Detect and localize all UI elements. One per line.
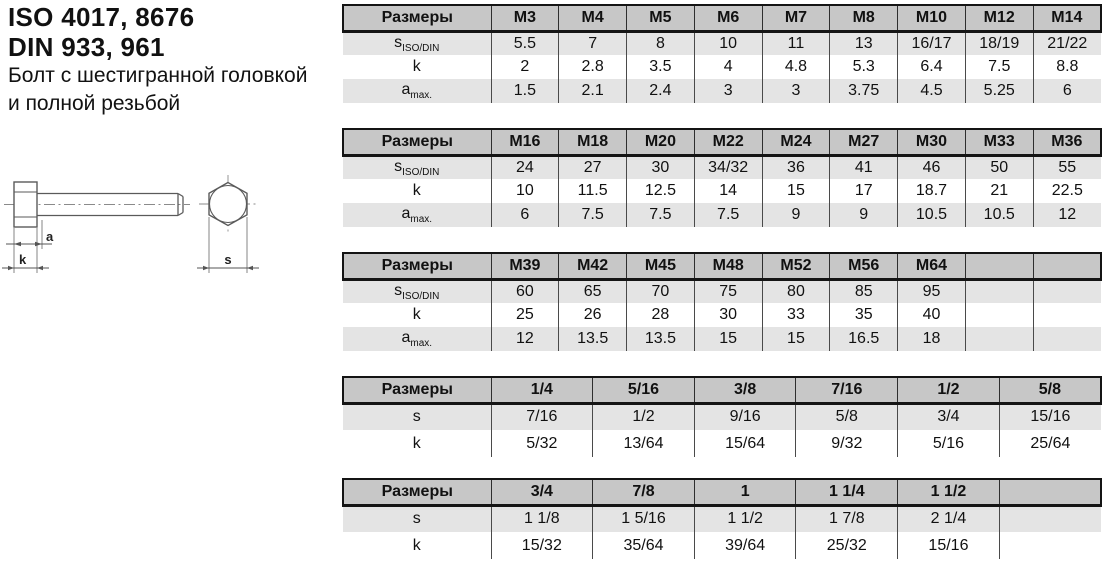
column-header: 5/8 <box>999 377 1101 403</box>
table-row <box>343 403 1101 430</box>
value-cell: 21/22 <box>1033 31 1101 55</box>
dimension-table-metric-m3-m14 <box>342 4 1102 103</box>
value-cell: 15 <box>694 327 762 351</box>
value-cell: 7 <box>559 31 627 55</box>
value-cell: 18/19 <box>965 31 1033 55</box>
value-cell: 14 <box>694 179 762 203</box>
value-cell: 34/32 <box>694 155 762 179</box>
value-cell: 2.4 <box>627 79 695 103</box>
row-label: s <box>343 505 491 532</box>
column-header: 1/4 <box>491 377 593 403</box>
value-cell: 16.5 <box>830 327 898 351</box>
value-cell: 4.5 <box>898 79 966 103</box>
value-cell: 2.8 <box>559 55 627 79</box>
value-cell: 8.8 <box>1033 55 1101 79</box>
value-cell: 9/32 <box>796 430 898 457</box>
table-corner-label: Размеры <box>343 129 491 155</box>
value-cell: 41 <box>830 155 898 179</box>
value-cell: 1 1/8 <box>491 505 593 532</box>
value-cell: 13.5 <box>627 327 695 351</box>
value-cell: 18 <box>898 327 966 351</box>
value-cell: 28 <box>627 303 695 327</box>
value-cell: 15/32 <box>491 532 593 559</box>
value-cell: 27 <box>559 155 627 179</box>
dim-label-a: a <box>46 229 54 244</box>
value-cell: 13 <box>830 31 898 55</box>
column-header: M27 <box>830 129 898 155</box>
value-cell: 5/8 <box>796 403 898 430</box>
value-cell: 15 <box>762 327 830 351</box>
dimension-s <box>197 252 259 270</box>
value-cell: 30 <box>627 155 695 179</box>
value-cell: 13.5 <box>559 327 627 351</box>
value-cell: 1 5/16 <box>593 505 695 532</box>
value-cell: 3.75 <box>830 79 898 103</box>
table-row <box>343 430 1101 457</box>
row-label: k <box>343 179 491 203</box>
row-label: $s_{ISO/DIN}$ <box>343 155 491 179</box>
row-label: $s_{ISO/DIN}$ <box>343 31 491 55</box>
column-header: M10 <box>898 5 966 31</box>
table-header-row <box>343 129 1101 155</box>
table-header-row <box>343 479 1101 505</box>
value-cell: 2 <box>491 55 559 79</box>
value-cell: 2 1/4 <box>898 505 1000 532</box>
value-cell: 25/64 <box>999 430 1101 457</box>
dim-label-k: k <box>19 252 27 267</box>
value-cell: 4.8 <box>762 55 830 79</box>
value-cell: 7.5 <box>694 203 762 227</box>
value-cell <box>965 303 1033 327</box>
value-cell <box>1033 327 1101 351</box>
value-cell: 7.5 <box>965 55 1033 79</box>
value-cell <box>1033 279 1101 303</box>
value-cell: 16/17 <box>898 31 966 55</box>
table-row <box>343 279 1101 303</box>
dimension-table-inch-small <box>342 376 1102 457</box>
value-cell: 15/64 <box>694 430 796 457</box>
value-cell: 25 <box>491 303 559 327</box>
value-cell: 17 <box>830 179 898 203</box>
value-cell: 75 <box>694 279 762 303</box>
value-cell: 10.5 <box>898 203 966 227</box>
table-row <box>343 79 1101 103</box>
value-cell: 5/16 <box>898 430 1000 457</box>
dimension-table-metric-m39-m64 <box>342 252 1102 351</box>
value-cell: 80 <box>762 279 830 303</box>
row-label: $s_{ISO/DIN}$ <box>343 279 491 303</box>
value-cell: 33 <box>762 303 830 327</box>
value-cell: 1 7/8 <box>796 505 898 532</box>
value-cell: 21 <box>965 179 1033 203</box>
value-cell: 7.5 <box>627 203 695 227</box>
table-row <box>343 155 1101 179</box>
value-cell: 24 <box>491 155 559 179</box>
table-header-row <box>343 377 1101 403</box>
value-cell: 15/16 <box>898 532 1000 559</box>
column-header: 1 1/4 <box>796 479 898 505</box>
column-header: 5/16 <box>593 377 695 403</box>
column-header: M14 <box>1033 5 1101 31</box>
value-cell: 7.5 <box>559 203 627 227</box>
value-cell: 5.25 <box>965 79 1033 103</box>
dimension-k <box>2 252 49 270</box>
value-cell: 12 <box>491 327 559 351</box>
value-cell: 10.5 <box>965 203 1033 227</box>
value-cell: 6.4 <box>898 55 966 79</box>
value-cell: 9/16 <box>694 403 796 430</box>
value-cell: 1 1/2 <box>694 505 796 532</box>
value-cell: 5.5 <box>491 31 559 55</box>
value-cell <box>999 505 1101 532</box>
row-label: k <box>343 430 491 457</box>
row-label: $a_{max.}$ <box>343 79 491 103</box>
value-cell: 70 <box>627 279 695 303</box>
value-cell: 13/64 <box>593 430 695 457</box>
row-label: k <box>343 532 491 559</box>
title-block <box>8 2 307 118</box>
column-header: M22 <box>694 129 762 155</box>
value-cell: 95 <box>898 279 966 303</box>
value-cell <box>1033 303 1101 327</box>
column-header: 7/16 <box>796 377 898 403</box>
column-header: M18 <box>559 129 627 155</box>
value-cell: 15/16 <box>999 403 1101 430</box>
column-header: M64 <box>898 253 966 279</box>
column-header: M33 <box>965 129 1033 155</box>
table-row <box>343 203 1101 227</box>
column-header: M30 <box>898 129 966 155</box>
value-cell <box>999 532 1101 559</box>
standard-din-line: DIN 933, 961 <box>8 32 165 62</box>
value-cell: 4 <box>694 55 762 79</box>
table-row <box>343 303 1101 327</box>
dimension-table-metric-m16-m36 <box>342 128 1102 227</box>
value-cell: 12 <box>1033 203 1101 227</box>
row-label-subscript: max. <box>410 338 433 350</box>
value-cell: 11.5 <box>559 179 627 203</box>
value-cell: 22.5 <box>1033 179 1101 203</box>
column-header: M48 <box>694 253 762 279</box>
row-label-subscript: max. <box>410 214 433 226</box>
value-cell: 3 <box>694 79 762 103</box>
table-corner-label: Размеры <box>343 253 491 279</box>
column-header: 1 <box>694 479 796 505</box>
bolt-technical-drawing <box>0 165 270 340</box>
value-cell: 6 <box>491 203 559 227</box>
value-cell: 2.1 <box>559 79 627 103</box>
column-header: M16 <box>491 129 559 155</box>
column-header: 1 1/2 <box>898 479 1000 505</box>
value-cell: 3.5 <box>627 55 695 79</box>
table-row <box>343 505 1101 532</box>
table-row <box>343 55 1101 79</box>
value-cell: 15 <box>762 179 830 203</box>
value-cell <box>965 279 1033 303</box>
value-cell: 11 <box>762 31 830 55</box>
product-name-line2: и полной резьбой <box>8 92 181 115</box>
value-cell: 1.5 <box>491 79 559 103</box>
value-cell: 35 <box>830 303 898 327</box>
column-header <box>1033 253 1101 279</box>
dimension-table-inch-large <box>342 478 1102 559</box>
table-corner-label: Размеры <box>343 377 491 403</box>
table-row <box>343 532 1101 559</box>
value-cell: 3/4 <box>898 403 1000 430</box>
column-header <box>999 479 1101 505</box>
value-cell: 26 <box>559 303 627 327</box>
value-cell: 55 <box>1033 155 1101 179</box>
column-header <box>965 253 1033 279</box>
value-cell: 18.7 <box>898 179 966 203</box>
value-cell: 10 <box>491 179 559 203</box>
row-label: s <box>343 403 491 430</box>
value-cell: 65 <box>559 279 627 303</box>
value-cell: 40 <box>898 303 966 327</box>
value-cell: 12.5 <box>627 179 695 203</box>
column-header: M24 <box>762 129 830 155</box>
value-cell: 9 <box>830 203 898 227</box>
product-name-line1: Болт с шестигранной головкой <box>8 64 308 87</box>
column-header: M5 <box>627 5 695 31</box>
column-header: M12 <box>965 5 1033 31</box>
hex-head-end-view <box>209 183 247 226</box>
row-label: k <box>343 303 491 327</box>
dim-label-s: s <box>224 252 232 267</box>
value-cell: 3 <box>762 79 830 103</box>
value-cell: 39/64 <box>694 532 796 559</box>
column-header: M36 <box>1033 129 1101 155</box>
column-header: 3/8 <box>694 377 796 403</box>
table-row <box>343 327 1101 351</box>
value-cell: 50 <box>965 155 1033 179</box>
row-label-subscript: ISO/DIN <box>402 42 440 54</box>
row-label: $a_{max.}$ <box>343 327 491 351</box>
table-row <box>343 31 1101 55</box>
table-header-row <box>343 253 1101 279</box>
value-cell: 8 <box>627 31 695 55</box>
row-label-subscript: ISO/DIN <box>402 290 440 302</box>
bolt-head-side-view <box>14 182 37 227</box>
value-cell: 1/2 <box>593 403 695 430</box>
value-cell: 36 <box>762 155 830 179</box>
column-header: M39 <box>491 253 559 279</box>
column-header: M56 <box>830 253 898 279</box>
row-label-subscript: ISO/DIN <box>402 166 440 178</box>
value-cell: 60 <box>491 279 559 303</box>
value-cell: 6 <box>1033 79 1101 103</box>
value-cell: 10 <box>694 31 762 55</box>
value-cell: 30 <box>694 303 762 327</box>
column-header: M42 <box>559 253 627 279</box>
table-header-row <box>343 5 1101 31</box>
row-label-subscript: max. <box>410 90 433 102</box>
column-header: M3 <box>491 5 559 31</box>
value-cell: 7/16 <box>491 403 593 430</box>
dimension-a <box>6 229 54 246</box>
value-cell: 46 <box>898 155 966 179</box>
table-corner-label: Размеры <box>343 479 491 505</box>
value-cell <box>965 327 1033 351</box>
column-header: M4 <box>559 5 627 31</box>
value-cell: 5/32 <box>491 430 593 457</box>
table-row <box>343 179 1101 203</box>
value-cell: 85 <box>830 279 898 303</box>
value-cell: 25/32 <box>796 532 898 559</box>
column-header: M20 <box>627 129 695 155</box>
row-label: k <box>343 55 491 79</box>
value-cell: 9 <box>762 203 830 227</box>
table-corner-label: Размеры <box>343 5 491 31</box>
column-header: M6 <box>694 5 762 31</box>
value-cell: 5.3 <box>830 55 898 79</box>
column-header: M7 <box>762 5 830 31</box>
column-header: M45 <box>627 253 695 279</box>
standard-iso-line: ISO 4017, 8676 <box>8 2 195 32</box>
column-header: 1/2 <box>898 377 1000 403</box>
value-cell: 35/64 <box>593 532 695 559</box>
column-header: M8 <box>830 5 898 31</box>
column-header: M52 <box>762 253 830 279</box>
column-header: 3/4 <box>491 479 593 505</box>
column-header: 7/8 <box>593 479 695 505</box>
row-label: $a_{max.}$ <box>343 203 491 227</box>
